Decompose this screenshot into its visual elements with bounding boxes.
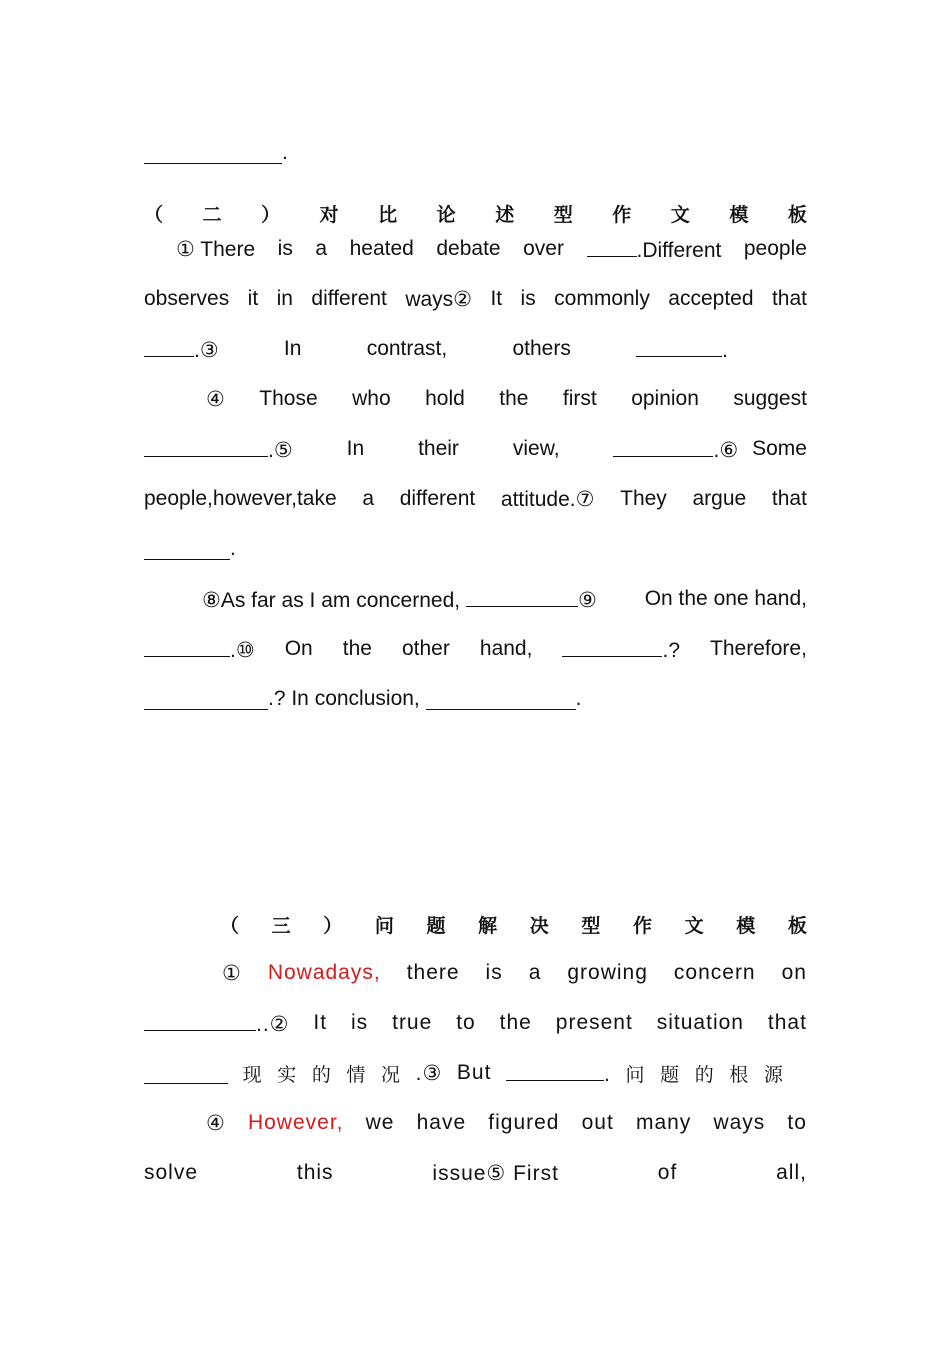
fill-blank[interactable] bbox=[636, 336, 722, 357]
fill-blank[interactable] bbox=[144, 336, 194, 357]
section-2-line-6: people,however,take a different attitude.⑦ They argue that bbox=[144, 487, 807, 511]
fill-blank[interactable] bbox=[613, 436, 713, 457]
fill-blank[interactable] bbox=[144, 636, 230, 657]
fill-blank[interactable] bbox=[587, 236, 637, 257]
fill-blank[interactable] bbox=[144, 436, 268, 457]
fill-blank[interactable] bbox=[144, 1063, 228, 1084]
fill-blank[interactable] bbox=[144, 143, 282, 164]
section-2-line-8: ⑧As far as I am concerned, ⑨ On the one hand, bbox=[202, 587, 807, 612]
section-2-line-1: ① There is a heated debate over .Different people bbox=[176, 237, 807, 262]
fill-blank[interactable] bbox=[506, 1060, 604, 1081]
fill-blank[interactable] bbox=[426, 689, 576, 710]
section-2-line-5: .⑤ In their view, .⑥ Some bbox=[144, 432, 807, 466]
section-2-line-4: ④ Those who hold the first opinion suggest bbox=[206, 387, 807, 411]
section-3-line-1: ① Nowadays, there is a growing concern on bbox=[222, 961, 807, 985]
section-2-line-3: .③ In contrast, others . bbox=[144, 332, 728, 366]
section-2-line-9: .⑩ On the other hand, .? Therefore, bbox=[144, 632, 807, 666]
fill-blank[interactable] bbox=[144, 1010, 256, 1031]
section-2-line-2: observes it in different ways② It is commonly accepted that bbox=[144, 287, 807, 311]
section-3-line-4: ④ However, we have figured out many ways to bbox=[206, 1111, 807, 1135]
section-3-line-5: solve this issue⑤ First of all, bbox=[144, 1161, 807, 1185]
fill-blank[interactable] bbox=[144, 539, 230, 560]
section-3-heading: （ 三 ） 问 题 解 决 型 作 文 模 板 bbox=[220, 914, 807, 937]
fill-blank[interactable] bbox=[144, 689, 268, 710]
fill-blank[interactable] bbox=[466, 586, 578, 607]
section-2-line-10: .? In conclusion, . bbox=[144, 682, 807, 716]
fill-blank[interactable] bbox=[562, 636, 662, 657]
section-2-heading: （ 二 ） 对 比 论 述 型 作 文 模 板 bbox=[144, 203, 807, 226]
top-blank-line: . bbox=[144, 136, 807, 170]
section-2-line-7: . bbox=[144, 532, 807, 566]
section-3-line-3: 现 实 的 情 况 .③ But . 问 题 的 根 源 bbox=[144, 1056, 784, 1090]
section-3-line-2: ..② It is true to the present situation that bbox=[144, 1006, 807, 1040]
